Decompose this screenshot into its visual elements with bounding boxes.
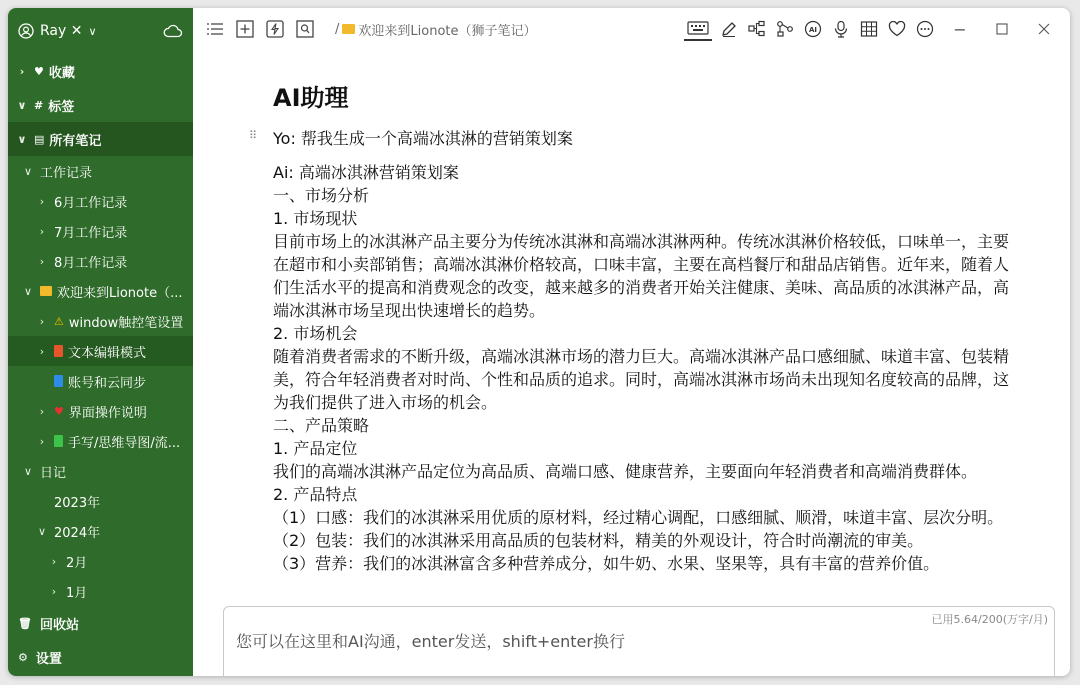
sidebar-item-settings[interactable] [8, 640, 193, 674]
chevron-right-icon: › [19, 64, 25, 78]
close-icon [1038, 23, 1050, 35]
more-button[interactable] [914, 17, 936, 41]
green-book-icon [54, 435, 63, 447]
heart-icon: ♥ [34, 64, 44, 78]
orange-book-icon [54, 345, 63, 357]
sidebar-item-handwriting[interactable] [8, 426, 193, 456]
cloud-sync-button[interactable] [163, 24, 183, 38]
sidebar-item-label: 1月 [66, 585, 88, 601]
sidebar-item-diary[interactable] [8, 456, 193, 486]
toolbar-right [684, 8, 1062, 50]
answer-paragraph: 2. 市场机会 [273, 324, 358, 343]
app-window [8, 8, 1070, 676]
sidebar-item-stylus[interactable] [8, 306, 193, 336]
sidebar-item-tags[interactable] [8, 88, 193, 122]
chevron-right-icon: › [39, 314, 45, 328]
sidebar-item-label: 2024年 [54, 525, 101, 541]
svg-text:AI: AI [808, 25, 818, 34]
heart-outline-icon [888, 21, 906, 37]
sidebar-item-all-notes[interactable] [8, 122, 193, 156]
folder-icon [40, 286, 52, 296]
ai-chat-box[interactable] [223, 606, 1055, 676]
sidebar-item-ui-guide[interactable] [8, 396, 193, 426]
chevron-right-icon: › [39, 254, 45, 268]
list-view-button[interactable] [203, 17, 227, 41]
sidebar-item-label: 标签 [48, 99, 75, 115]
hash-icon: # [34, 98, 44, 112]
sidebar-item-jan[interactable] [8, 576, 193, 606]
sidebar-item-label: 所有笔记 [49, 133, 102, 149]
answer-paragraph: 2. 产品特点 [273, 485, 358, 504]
main-pane [193, 8, 1070, 676]
chevron-down-icon: ∨ [17, 98, 27, 112]
answer-paragraph: 二、产品策略 [273, 416, 370, 435]
sidebar-item-label: 2月 [66, 555, 88, 571]
sidebar-item-june[interactable] [8, 186, 193, 216]
chevron-right-icon: › [51, 554, 57, 568]
answer-paragraph: 随着消费者需求的不断升级，高端冰淇淋市场的潜力巨大。高端冰淇淋产品口感细腻、味道丰富、包装精美，符合年轻消费者对时尚、个性和品质的追求。同时，高端冰淇淋市场尚未出现知名度较高的品牌，这为我们提供了进入市场的机会。 [273, 347, 1010, 412]
sidebar-item-trash[interactable] [8, 606, 193, 640]
sidebar-item-label: window触控笔设置 [68, 315, 184, 331]
blue-book-icon [54, 375, 63, 387]
answer-paragraph: （2）包装：我们的冰淇淋采用高品质的包装材料，精美的外观设计，符合时尚潮流的审美。 [273, 531, 924, 550]
more-icon [916, 20, 934, 38]
answer-paragraph: 目前市场上的冰淇淋产品主要分为传统冰淇淋和高端冰淇淋两种。传统冰淇淋价格较低，口味单一，主要在超市和小卖部销售；高端冰淇淋价格较高，口味丰富，主要在高档餐厅和甜品店销售。近年来，随着人们生活水平的提高和消费观念的改变，越来越多的消费者开始关注健康、美味、高品质的冰淇淋产品，高端冰淇淋市场呈现出快速增长的趋势。 [273, 232, 1010, 320]
breadcrumb-separator: / [335, 21, 340, 37]
chevron-down-icon: ∨ [23, 164, 33, 178]
sidebar-item-label: 账号和云同步 [68, 375, 147, 391]
flowchart-icon [776, 20, 794, 38]
keyboard-icon [687, 21, 709, 35]
favorite-button[interactable] [886, 17, 908, 41]
user-icon [18, 23, 34, 39]
chat-input[interactable]: 您可以在这里和AI沟通，enter发送，shift+enter换行 [236, 632, 625, 651]
answer-paragraph: 我们的高端冰淇淋产品定位为高品质、高端口感、健康营养，主要面向年轻消费者和高端消费群体。 [273, 462, 978, 481]
sidebar-header [8, 8, 193, 54]
mindmap-button[interactable] [746, 17, 768, 41]
sidebar-item-label: 7月工作记录 [54, 225, 128, 241]
microphone-button[interactable] [830, 17, 852, 41]
question-text: Yo: 帮我生成一个高端冰淇淋的营销策划案 [273, 129, 573, 148]
sidebar-item-label: 回收站 [39, 617, 79, 633]
note-title[interactable]: AI助理 [273, 84, 349, 112]
sidebar-item-account-sync[interactable] [8, 366, 193, 396]
sidebar-item-favorites[interactable] [8, 54, 193, 88]
chevron-down-icon: ∨ [23, 464, 33, 478]
sidebar-item-welcome[interactable] [8, 276, 193, 306]
sidebar [8, 8, 193, 676]
sidebar-item-label: 日记 [40, 465, 67, 481]
chevron-down-icon: ∨ [17, 132, 27, 146]
answer-paragraph: 1. 市场现状 [273, 209, 358, 228]
chevron-down-icon: ∨ [88, 24, 97, 38]
folder-icon [342, 24, 355, 34]
heart-icon: ♥ [54, 404, 64, 418]
sidebar-item-label: 文本编辑模式 [68, 345, 147, 361]
notes-icon: ▤ [34, 132, 45, 146]
chevron-down-icon: ∨ [23, 284, 33, 298]
ai-icon [804, 20, 822, 38]
search-doc-icon [296, 20, 314, 38]
sidebar-item-label: 8月工作记录 [54, 255, 128, 271]
search-note-button[interactable] [293, 17, 317, 41]
user-name: Ray ✕ [40, 23, 83, 39]
mindmap-icon [748, 20, 766, 38]
sidebar-item-label: 6月工作记录 [54, 195, 128, 211]
answer-paragraph: 1. 产品定位 [273, 439, 358, 458]
cloud-icon [163, 24, 183, 38]
sidebar-item-label: 界面操作说明 [68, 405, 147, 421]
sidebar-item-label: 工作记录 [40, 165, 93, 181]
chevron-right-icon: › [39, 194, 45, 208]
maximize-button[interactable] [984, 8, 1020, 50]
maximize-icon [996, 23, 1008, 35]
sidebar-item-label: 2023年 [54, 495, 101, 511]
usage-counter: 已用5.64/200(万字/月) [931, 613, 1048, 626]
list-icon [206, 21, 224, 37]
breadcrumb-path: 欢迎来到Lionote（狮子笔记） [358, 23, 537, 39]
user-menu[interactable] [18, 23, 97, 39]
answer-paragraph: 一、市场分析 [273, 186, 370, 205]
chevron-right-icon: › [39, 404, 45, 418]
chevron-down-icon: ∨ [37, 524, 47, 538]
question-line[interactable] [249, 126, 1023, 149]
new-note-button[interactable] [233, 17, 257, 41]
note-editor[interactable] [249, 78, 1023, 575]
chevron-right-icon: › [51, 584, 57, 598]
plus-box-icon [236, 20, 254, 38]
sidebar-item-label: 欢迎来到Lionote（... [57, 285, 183, 301]
sidebar-item-2024[interactable] [8, 516, 193, 546]
table-icon [860, 20, 878, 38]
sidebar-item-feb[interactable] [8, 546, 193, 576]
sidebar-item-july[interactable] [8, 216, 193, 246]
table-button[interactable] [858, 17, 880, 41]
answer-paragraph: Ai: 高端冰淇淋营销策划案 [273, 163, 459, 182]
answer-block[interactable] [273, 161, 1023, 575]
trash-icon: 🗑 [18, 616, 32, 630]
sidebar-item-label: 设置 [35, 651, 62, 667]
close-button[interactable] [1026, 8, 1062, 50]
minimize-icon: − [953, 19, 967, 39]
answer-paragraph: （3）营养：我们的冰淇淋富含多种营养成分，如牛奶、水果、坚果等，具有丰富的营养价值。 [273, 554, 940, 573]
sidebar-item-work-log[interactable] [8, 156, 193, 186]
minimize-button[interactable] [942, 8, 978, 50]
lightning-box-icon [266, 20, 284, 38]
pen-button[interactable] [718, 17, 740, 41]
chevron-right-icon: › [39, 434, 45, 448]
pen-icon [720, 20, 738, 38]
sidebar-item-august[interactable] [8, 246, 193, 276]
quick-note-button[interactable] [263, 17, 287, 41]
chevron-right-icon: › [39, 224, 45, 238]
keyboard-mode-button[interactable] [684, 17, 712, 41]
sidebar-item-label: 收藏 [48, 65, 75, 81]
breadcrumb[interactable] [335, 20, 537, 39]
sidebar-item-label: 手写/思维导图/流... [68, 435, 181, 451]
gear-icon: ⚙ [18, 650, 28, 664]
drag-handle-icon[interactable]: ⠿ [249, 129, 258, 142]
answer-paragraph: （1）口感：我们的冰淇淋采用优质的原材料，经过精心调配，口感细腻、顺滑，味道丰富、层次分明。 [273, 508, 1004, 527]
sidebar-item-2023[interactable] [8, 486, 193, 516]
microphone-icon [832, 20, 850, 38]
toolbar [193, 8, 1070, 50]
ai-button[interactable] [802, 17, 824, 41]
flowchart-button[interactable] [774, 17, 796, 41]
warning-icon: ⚠ [54, 314, 64, 328]
chevron-right-icon: › [39, 344, 45, 358]
sidebar-item-text-edit[interactable] [8, 336, 193, 366]
